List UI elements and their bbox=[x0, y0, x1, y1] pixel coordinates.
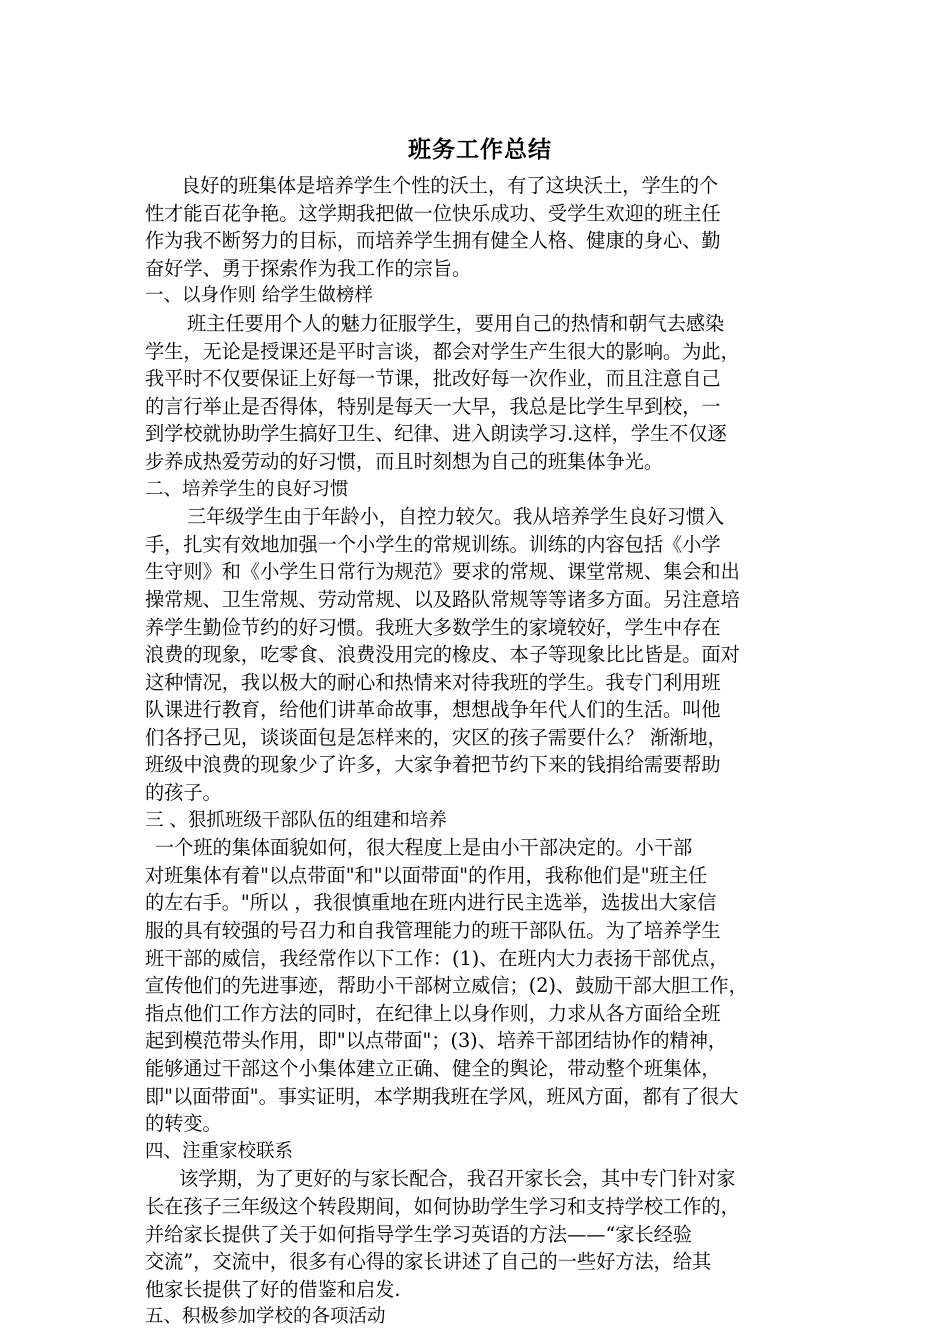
paragraph-line: 指点他们工作方法的同时，在纪律上以身作则，力求从各方面给全班 bbox=[145, 1001, 721, 1025]
document-page bbox=[145, 130, 815, 1331]
intro-line: 作为我不断努力的目标，而培养学生拥有健全人格、健康的身心、勤 bbox=[145, 229, 721, 253]
paragraph-line: 手，扎实有效地加强一个小学生的常规训练。训练的内容包括《小学 bbox=[145, 532, 721, 556]
section-2 bbox=[145, 476, 815, 807]
paragraph-line: 并给家长提供了关于如何指导学生学习英语的方法——“家长经验 bbox=[145, 1222, 693, 1246]
paragraph-line: 班干部的威信，我经常作以下工作：(1)、在班内大力表扬干部优点， bbox=[145, 946, 729, 970]
paragraph-line: 队课进行教育，给他们讲革命故事，想想战争年代人们的生活。叫他 bbox=[145, 698, 721, 722]
paragraph-line: 班主任要用个人的魅力征服学生，要用自己的热情和朝气去感染 bbox=[187, 311, 725, 335]
paragraph-line: 学生，无论是授课还是平时言谈，都会对学生产生很大的影响。为此， bbox=[145, 339, 740, 363]
paragraph-line: 我平时不仅要保证上好每一节课，批改好每一次作业，而且注意自己 bbox=[145, 367, 721, 391]
paragraph-line: 步养成热爱劳动的好习惯，而且时刻想为自己的班集体争光。 bbox=[145, 449, 664, 473]
paragraph-line: 养学生勤俭节约的好习惯。我班大多数学生的家境较好，学生中存在 bbox=[145, 615, 721, 639]
paragraph-line: 浪费的现象，吃零食、浪费没用完的橡皮、本子等现象比比皆是。面对 bbox=[145, 643, 740, 667]
paragraph-line: 一个班的集体面貌如何，很大程度上是由小干部决定的。小干部 bbox=[155, 836, 693, 860]
section-heading: 四、注重家校联系 bbox=[145, 1140, 294, 1162]
paragraph-line: 的孩子。 bbox=[145, 781, 222, 805]
paragraph-line: 对班集体有着"以点带面"和"以面带面"的作用，我称他们是"班主任 bbox=[145, 863, 708, 887]
paragraph-line: 三年级学生由于年龄小，自控力较欠。我从培养学生良好习惯入 bbox=[187, 505, 725, 529]
paragraph-line: 这种情况，我以极大的耐心和热情来对待我班的学生。我专门利用班 bbox=[145, 670, 721, 694]
paragraph-line: 他家长提供了好的借鉴和启发. bbox=[145, 1277, 401, 1301]
paragraph-line: 长在孩子三年级这个转段期间，如何协助学生学习和支持学校工作的， bbox=[145, 1194, 740, 1218]
paragraph-line: 班级中浪费的现象少了许多，大家争着把节约下来的钱捐给需要帮助 bbox=[145, 753, 721, 777]
paragraph-line: 起到模范带头作用，即"以点带面"；(3)、培养干部团结协作的精神， bbox=[145, 1029, 728, 1053]
paragraph-line: 该学期，为了更好的与家长配合，我召开家长会，其中专门针对家 bbox=[179, 1167, 736, 1191]
paragraph-line: 能够通过干部这个小集体建立正确、健全的舆论，带动整个班集体， bbox=[145, 1057, 721, 1080]
paragraph-line: 的言行举止是否得体，特别是每天一大早，我总是比学生早到校，一 bbox=[145, 394, 721, 418]
section-heading: 五、积极参加学校的各项活动 bbox=[145, 1306, 386, 1328]
paragraph-line: 宣传他们的先进事迹，帮助小干部树立威信；(2)、鼓励干部大胆工作， bbox=[145, 974, 748, 998]
document-title: 班务工作总结 bbox=[408, 137, 552, 163]
intro-paragraph bbox=[145, 172, 815, 282]
section-heading: 二、培养学生的良好习惯 bbox=[145, 478, 349, 500]
paragraph-line: 生守则》和《小学生日常行为规范》要求的常规、课堂常规、集会和出 bbox=[145, 560, 740, 584]
section-4 bbox=[145, 1138, 815, 1304]
paragraph-line: 服的具有较强的号召力和自我管理能力的班干部队伍。为了培养学生 bbox=[145, 919, 721, 943]
intro-line: 性才能百花争艳。这学期我把做一位快乐成功、受学生欢迎的班主任 bbox=[145, 201, 721, 225]
section-heading: 一、以身作则 给学生做榜样 bbox=[145, 285, 373, 307]
paragraph-line: 的转变。 bbox=[145, 1112, 222, 1136]
paragraph-line: 们各抒己见，谈谈面包是怎样来的，灾区的孩子需要什么？ 渐渐地， bbox=[145, 725, 727, 749]
section-heading: 三 、狠抓班级干部队伍的组建和培养 bbox=[145, 809, 447, 831]
paragraph-line: 到学校就协助学生搞好卫生、纪律、进入朗读学习.这样，学生不仅逐 bbox=[145, 422, 727, 446]
paragraph-line: 即"以面带面"。事实证明，本学期我班在学风，班风方面，都有了很大 bbox=[145, 1084, 739, 1108]
paragraph-line: 操常规、卫生常规、劳动常规、以及路队常规等等诸多方面。另注意培 bbox=[145, 587, 740, 611]
section-3 bbox=[145, 807, 815, 1138]
paragraph-line: 的左右手。"所以 ，我很慎重地在班内进行民主选举，选拔出大家信 bbox=[145, 891, 717, 915]
paragraph-line: 交流”，交流中，很多有心得的家长讲述了自己的一些好方法，给其 bbox=[145, 1250, 712, 1274]
section-1 bbox=[145, 282, 815, 475]
intro-line: 良好的班集体是培养学生个性的沃土，有了这块沃土，学生的个 bbox=[181, 174, 719, 197]
section-5 bbox=[145, 1303, 815, 1331]
intro-line: 奋好学、勇于探索作为我工作的宗旨。 bbox=[145, 256, 472, 280]
